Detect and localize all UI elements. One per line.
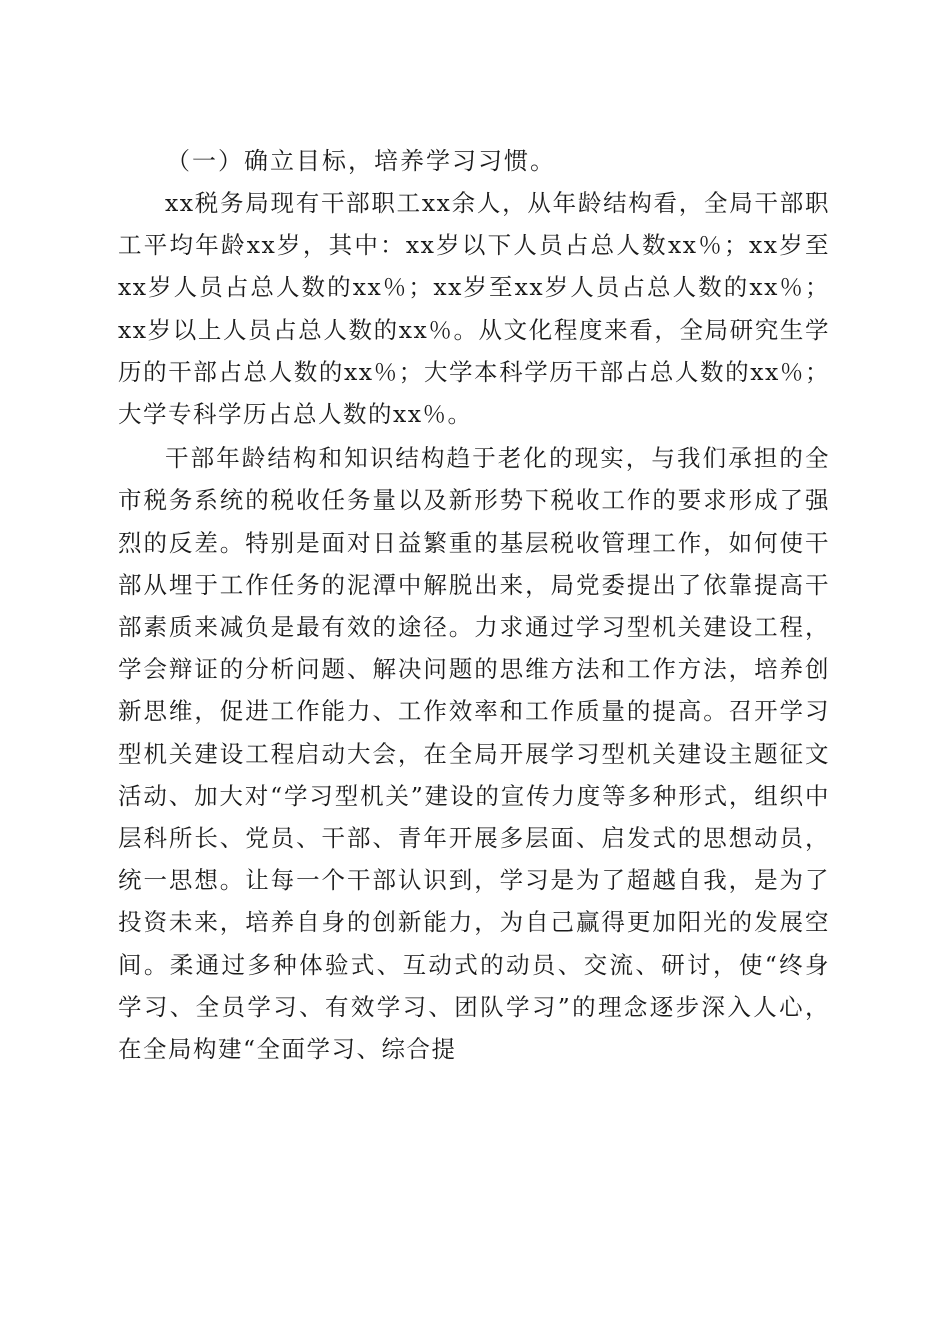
document-body — [118, 140, 830, 1070]
section-heading: （一）确立目标，培养学习习惯。 — [166, 147, 556, 175]
paragraph-learning-initiative: 干部年龄结构和知识结构趋于老化的现实，与我们承担的全市税务系统的税收任务量以及新形势下税收工作的要求形成了强烈的反差。特别是面对日益繁重的基层税收管理工作，如何使干部从埋于工作任务的泥潭中解脱出来，局党委提出了依靠提高干部素质来减负是最有效的途径。力求通过学习型机关建设工程，学会辩证的分析问题、解决问题的思维方法和工作方法，培养创新思维，促进工作能力、工作效率和工作质量的提高。召开学习型机关建设工程启动大会，在全局开展学习型机关建设主题征文活动、加大对“学习型机关”建设的宣传力度等多种形式，组织中层科所长、党员、干部、青年开展多层面、启发式的思想动员，统一思想。让每一个干部认识到，学习是为了超越自我，是为了投资未来，培养自身的创新能力，为自己赢得更加阳光的发展空间。柔通过多种体验式、互动式的动员、交流、研讨，使“终身学习、全员学习、有效学习、团队学习”的理念逐步深入人心，在全局构建“全面学习、综合提 — [118, 444, 830, 1064]
paragraph-staff-statistics: xx税务局现有干部职工xx余人，从年龄结构看，全局干部职工平均年龄xx岁，其中：xx岁以下人员占总人数xx％；xx岁至xx岁人员占总人数的xx％；xx岁至xx岁人员占总人数的xx％；xx岁以上人员占总人数的xx％。从文化程度来看，全局研究生学历的干部占总人数的xx％；大学本科学历干部占总人数的xx％；大学专科学历占总人数的xx％。 — [118, 189, 830, 429]
